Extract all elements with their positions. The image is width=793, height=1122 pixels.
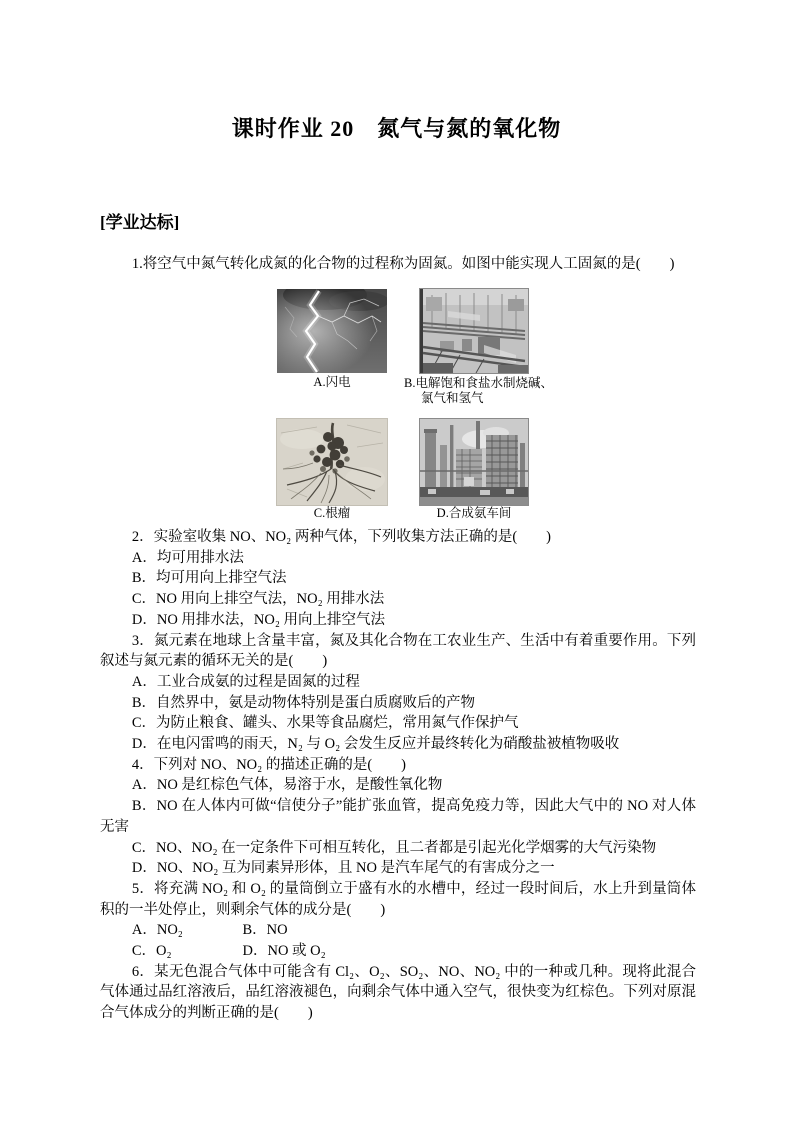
chlor-alkali-plant-photo-image [420,289,528,373]
question-4-option-d: D．NO、NO₂ 互为同素异形体，且 NO 是汽车尾气的有害成分之一 [131,860,555,877]
question-6-stem: 6．某无色混合气体中可能含有 Cl₂、O₂、SO₂、NO、NO₂ 中的一种或几种。现将此混合气体通过品红溶液后，品红溶液褪色，向剩余气体中通入空气，很快变为红棕色。下列对原混合气体成分的判断正确的是( ) [100,963,696,1022]
question-3-option-c: C．为防止粮食、罐头、水果等食品腐烂，常用氮气作保护气 [131,715,519,732]
question-2-option-a: A．均可用排水法 [131,549,244,566]
figure-b-caption [404,376,582,406]
figure-c-caption: C.根瘤 [313,506,351,520]
ammonia-plant-photo-image [420,419,528,505]
question-5-stem: 5．将充满 NO₂ 和 O₂ 的量筒倒立于盛有水的水槽中，经过一段时间后，水上升到量筒体积的一半处停止，则剩余气体的成分是( ) [100,880,696,918]
question-5-option-a: A．NO₂ [131,922,183,939]
question-4-option-c: C．NO、NO₂ 在一定条件下可相互转化，且二者都是引起光化学烟雾的大气污染物 [131,839,657,856]
question-2-option-d: D．NO 用排水法，NO₂ 用向上排空气法 [131,611,386,628]
chlor-alkali-plant-photo [420,289,528,373]
question-1-stem: 1.将空气中氮气转化成氮的化合物的过程称为固氮。如图中能实现人工固氮的是( ) [131,256,675,272]
page-title: 课时作业 20 氮气与氮的氧化物 [231,116,562,141]
ammonia-plant-photo [420,419,528,505]
question-5-option-d: D．NO 或 O₂ [242,943,326,960]
question-5-option-row-2 [100,941,696,962]
question-3-option-a: A．工业合成氨的过程是固氮的过程 [131,673,360,690]
question-4-option-a: A．NO 是红棕色气体，易溶于水，是酸性氧化物 [131,777,443,794]
question-5-option-row-1 [100,920,696,941]
question-3-option-d: D．在电闪雷鸣的雨天，N₂ 与 O₂ 会发生反应并最终转化为硝酸盐被植物吸收 [131,736,620,753]
question-4-option-b: B．NO 在人体内可做“信使分子”能扩张血管，提高免疫力等，因此大气中的 NO 对人体无害 [100,798,696,835]
root-nodule-photo [277,419,387,505]
question-2-option-c: C．NO 用向上排空气法，NO₂ 用排水法 [131,591,385,608]
figure-d-caption: D.合成氨车间 [436,506,512,520]
question-2-option-b: B．均可用向上排空气法 [131,570,287,587]
question-4-stem: 4．下列对 NO、NO₂ 的描述正确的是( ) [131,756,406,773]
lightning-photo-image [277,289,387,373]
questions-block [100,527,696,1024]
question-5-option-c: C．O₂ [131,943,172,960]
question-5-option-b: B．NO [242,922,288,939]
question-2-stem: 2．实验室收集 NO、NO₂ 两种气体，下列收集方法正确的是( ) [131,529,551,545]
figure-b-caption-line1: B.电解饱和食盐水制烧碱、 [404,376,553,390]
figure-a-caption: A.闪电 [313,375,351,389]
question-3-option-b: B．自然界中，氨是动物体特别是蛋白质腐败后的产物 [131,694,476,711]
lightning-photo [277,289,387,373]
root-nodule-photo-image [277,419,387,505]
question-3-stem: 3．氮元素在地球上含量丰富，氮及其化合物在工农业生产、生活中有着重要作用。下列叙述与氮元素的循环无关的是( ) [100,632,696,670]
section-header: [学业达标] [100,213,180,232]
figure-b-caption-line2: 氯气和氢气 [421,391,484,405]
